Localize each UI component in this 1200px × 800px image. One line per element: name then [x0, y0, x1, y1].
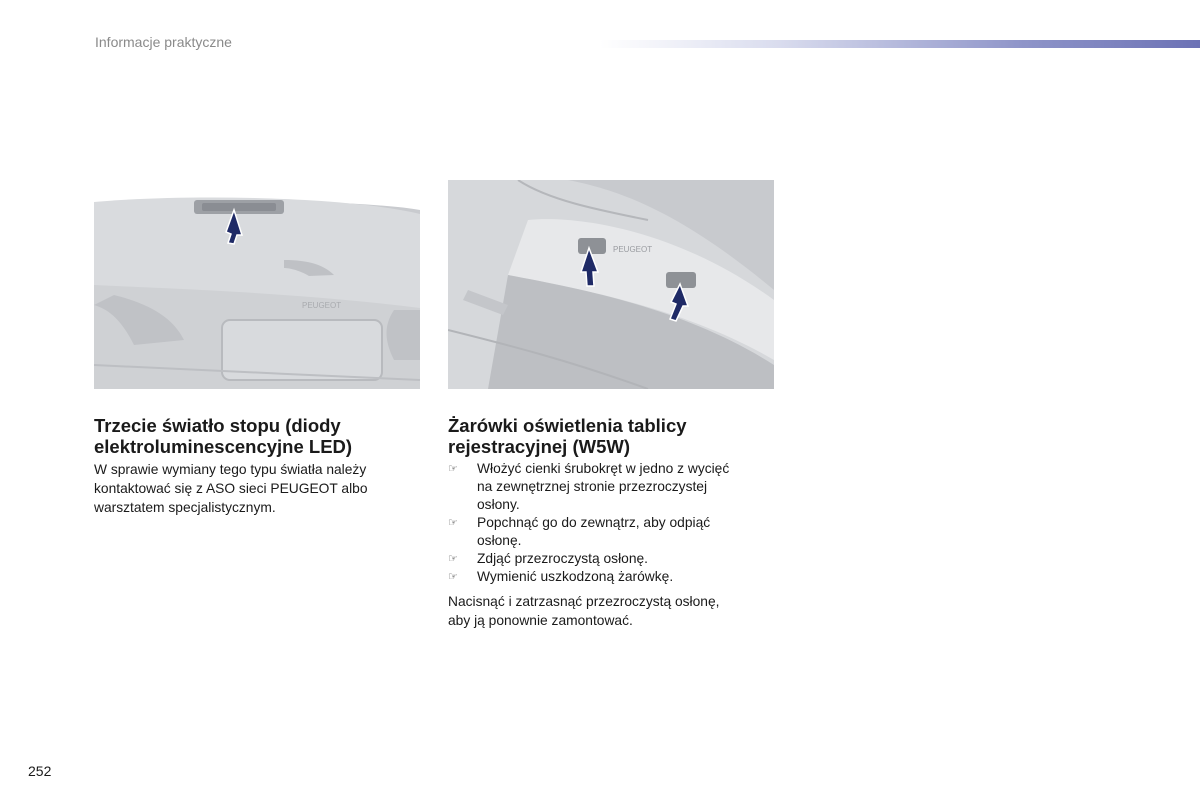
paragraph-line: Nacisnąć i zatrzasnąć przezroczystą osłonę,	[448, 594, 720, 609]
step-text-line: osłonę.	[477, 533, 522, 548]
paragraph-line: W sprawie wymiany tego typu światła należy	[94, 462, 367, 477]
step-text-line: na zewnętrznej stronie przezroczystej	[477, 479, 708, 494]
page-number: 252	[28, 763, 52, 779]
pointing-hand-icon: ☞	[448, 553, 458, 565]
page-header-section-title: Informacje praktyczne	[95, 34, 232, 50]
replacement-steps-list	[448, 460, 778, 586]
svg-text:PEUGEOT: PEUGEOT	[613, 245, 653, 254]
heading-line: Żarówki oświetlenia tablicy	[448, 415, 687, 436]
list-item	[448, 514, 778, 550]
paragraph-line: aby ją ponownie zamontować.	[448, 613, 633, 628]
licence-plate-lamps-illustration	[448, 180, 774, 389]
paragraph-line: warsztatem specjalistycznym.	[94, 500, 276, 515]
heading-line: elektroluminescencyjne LED)	[94, 436, 353, 457]
licence-plate-bulbs-heading	[448, 415, 778, 457]
step-text-line: Wymienić uszkodzoną żarówkę.	[477, 569, 674, 584]
step-text-line: Zdjąć przezroczystą osłonę.	[477, 551, 648, 566]
third-brake-light-description	[94, 460, 424, 517]
heading-line: Trzecie światło stopu (diody	[94, 415, 341, 436]
svg-text:PEUGEOT: PEUGEOT	[302, 301, 342, 310]
third-brake-light-heading	[94, 415, 424, 457]
pointing-hand-icon: ☞	[448, 571, 458, 583]
step-text-line: Popchnąć go do zewnątrz, aby odpiąć	[477, 515, 711, 530]
paragraph-line: kontaktować się z ASO sieci PEUGEOT albo	[94, 481, 368, 496]
pointing-hand-icon: ☞	[448, 463, 458, 475]
heading-line: rejestracyjnej (W5W)	[448, 436, 630, 457]
header-accent-bar	[600, 40, 1200, 48]
step-text-line: Włożyć cienki śrubokręt w jedno z wycięć	[477, 461, 730, 476]
reassembly-note	[448, 592, 778, 630]
list-item	[448, 550, 778, 568]
third-brake-light-illustration	[94, 180, 420, 389]
list-item	[448, 460, 778, 514]
list-item	[448, 568, 778, 586]
step-text-line: osłony.	[477, 497, 520, 512]
pointing-hand-icon: ☞	[448, 517, 458, 529]
